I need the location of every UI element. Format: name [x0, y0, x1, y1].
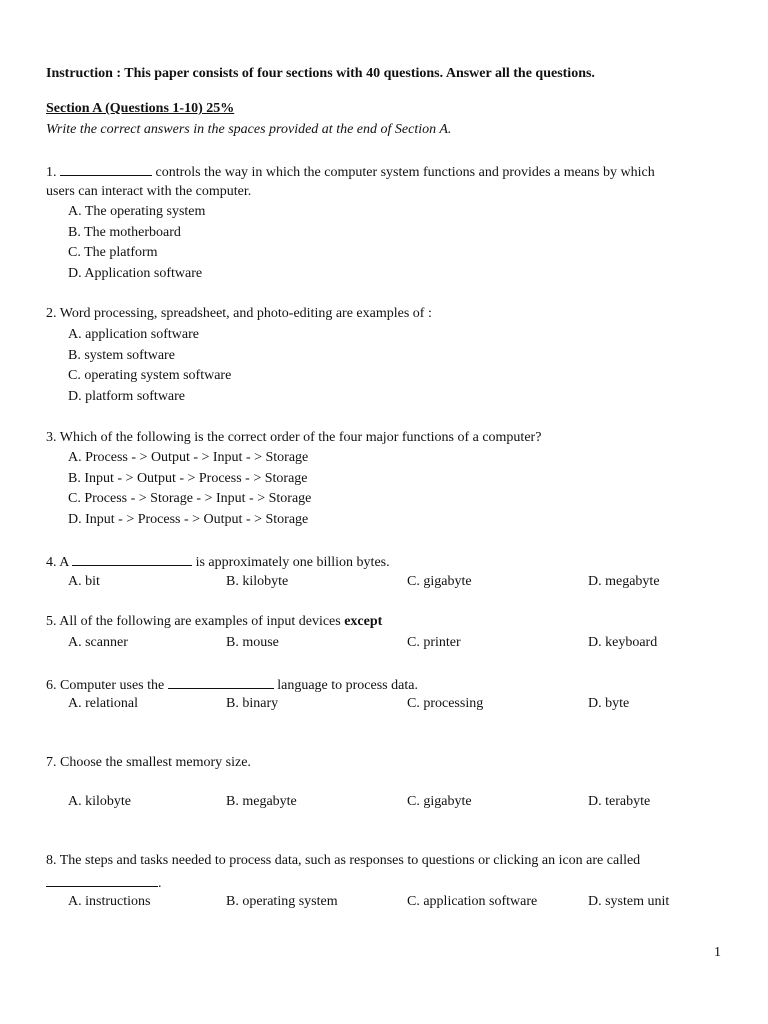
- q5-option-c: C. printer: [407, 635, 461, 650]
- question-4: [46, 551, 390, 573]
- q7-option-c: C. gigabyte: [407, 794, 472, 809]
- question-prefix: 4. A: [46, 555, 69, 570]
- q3-option-d: D. Input - > Process - > Output - > Storage: [68, 512, 309, 527]
- q6-option-c: C. processing: [407, 696, 484, 711]
- q3-option-c: C. Process - > Storage - > Input - > Storage: [68, 491, 312, 506]
- question-5: [46, 612, 382, 632]
- answer-blank: [168, 674, 274, 689]
- q2-option-a: A. application software: [68, 327, 200, 342]
- q1-option-d: D. Application software: [68, 266, 203, 281]
- question-3: 3. Which of the following is the correct order of the four major functions of a computer?: [46, 430, 542, 445]
- section-a-title: Section A (Questions 1-10) 25%: [46, 101, 235, 116]
- question-7: 7. Choose the smallest memory size.: [46, 755, 251, 770]
- q2-option-c: C. operating system software: [68, 368, 232, 383]
- question-2: 2. Word processing, spreadsheet, and photo-editing are examples of :: [46, 306, 432, 321]
- q7-option-a: A. kilobyte: [68, 794, 131, 809]
- question-prefix: 6. Computer uses the: [46, 678, 165, 693]
- q8-option-a: A. instructions: [68, 894, 151, 909]
- q7-option-b: B. megabyte: [226, 794, 297, 809]
- page-number: 1: [714, 945, 721, 960]
- q8-option-c: C. application software: [407, 894, 538, 909]
- q5-option-d: D. keyboard: [588, 635, 658, 650]
- instruction-text: Instruction : This paper consists of four sections with 40 questions. Answer all the questions.: [46, 66, 595, 81]
- q1-option-b: B. The motherboard: [68, 225, 181, 240]
- question-6: [46, 674, 418, 696]
- q1-option-c: C. The platform: [68, 245, 158, 260]
- question-8-line2: [46, 872, 162, 894]
- question-suffix: .: [158, 876, 162, 891]
- question-number: 1.: [46, 165, 57, 180]
- q3-option-a: A. Process - > Output - > Input - > Storage: [68, 450, 309, 465]
- question-text: 5. All of the following are examples of input devices: [46, 614, 341, 629]
- q5-option-b: B. mouse: [226, 635, 279, 650]
- q4-option-b: B. kilobyte: [226, 574, 289, 589]
- q4-option-a: A. bit: [68, 574, 100, 589]
- q5-option-a: A. scanner: [68, 635, 128, 650]
- question-text: controls the way in which the computer system functions and provides a means by which: [155, 165, 655, 180]
- answer-blank: [72, 551, 192, 566]
- answer-blank: [60, 161, 152, 176]
- q3-option-b: B. Input - > Output - > Process - > Storage: [68, 471, 308, 486]
- q1-option-a: A. The operating system: [68, 204, 206, 219]
- q6-option-d: D. byte: [588, 696, 630, 711]
- emphasis-word: except: [344, 614, 383, 629]
- q8-option-d: D. system unit: [588, 894, 670, 909]
- q4-option-d: D. megabyte: [588, 574, 660, 589]
- question-suffix: language to process data.: [277, 678, 418, 693]
- q4-option-c: C. gigabyte: [407, 574, 472, 589]
- question-suffix: is approximately one billion bytes.: [195, 555, 390, 570]
- q2-option-b: B. system software: [68, 348, 175, 363]
- q8-option-b: B. operating system: [226, 894, 338, 909]
- section-a-subtitle: Write the correct answers in the spaces provided at the end of Section A.: [46, 122, 452, 137]
- question-1-line2: users can interact with the computer.: [46, 184, 252, 199]
- question-8: 8. The steps and tasks needed to process data, such as responses to questions or clicking an icon are called: [46, 853, 641, 868]
- q6-option-a: A. relational: [68, 696, 138, 711]
- q7-option-d: D. terabyte: [588, 794, 651, 809]
- answer-blank: [46, 872, 158, 887]
- q2-option-d: D. platform software: [68, 389, 186, 404]
- q6-option-b: B. binary: [226, 696, 279, 711]
- question-1: [46, 161, 655, 183]
